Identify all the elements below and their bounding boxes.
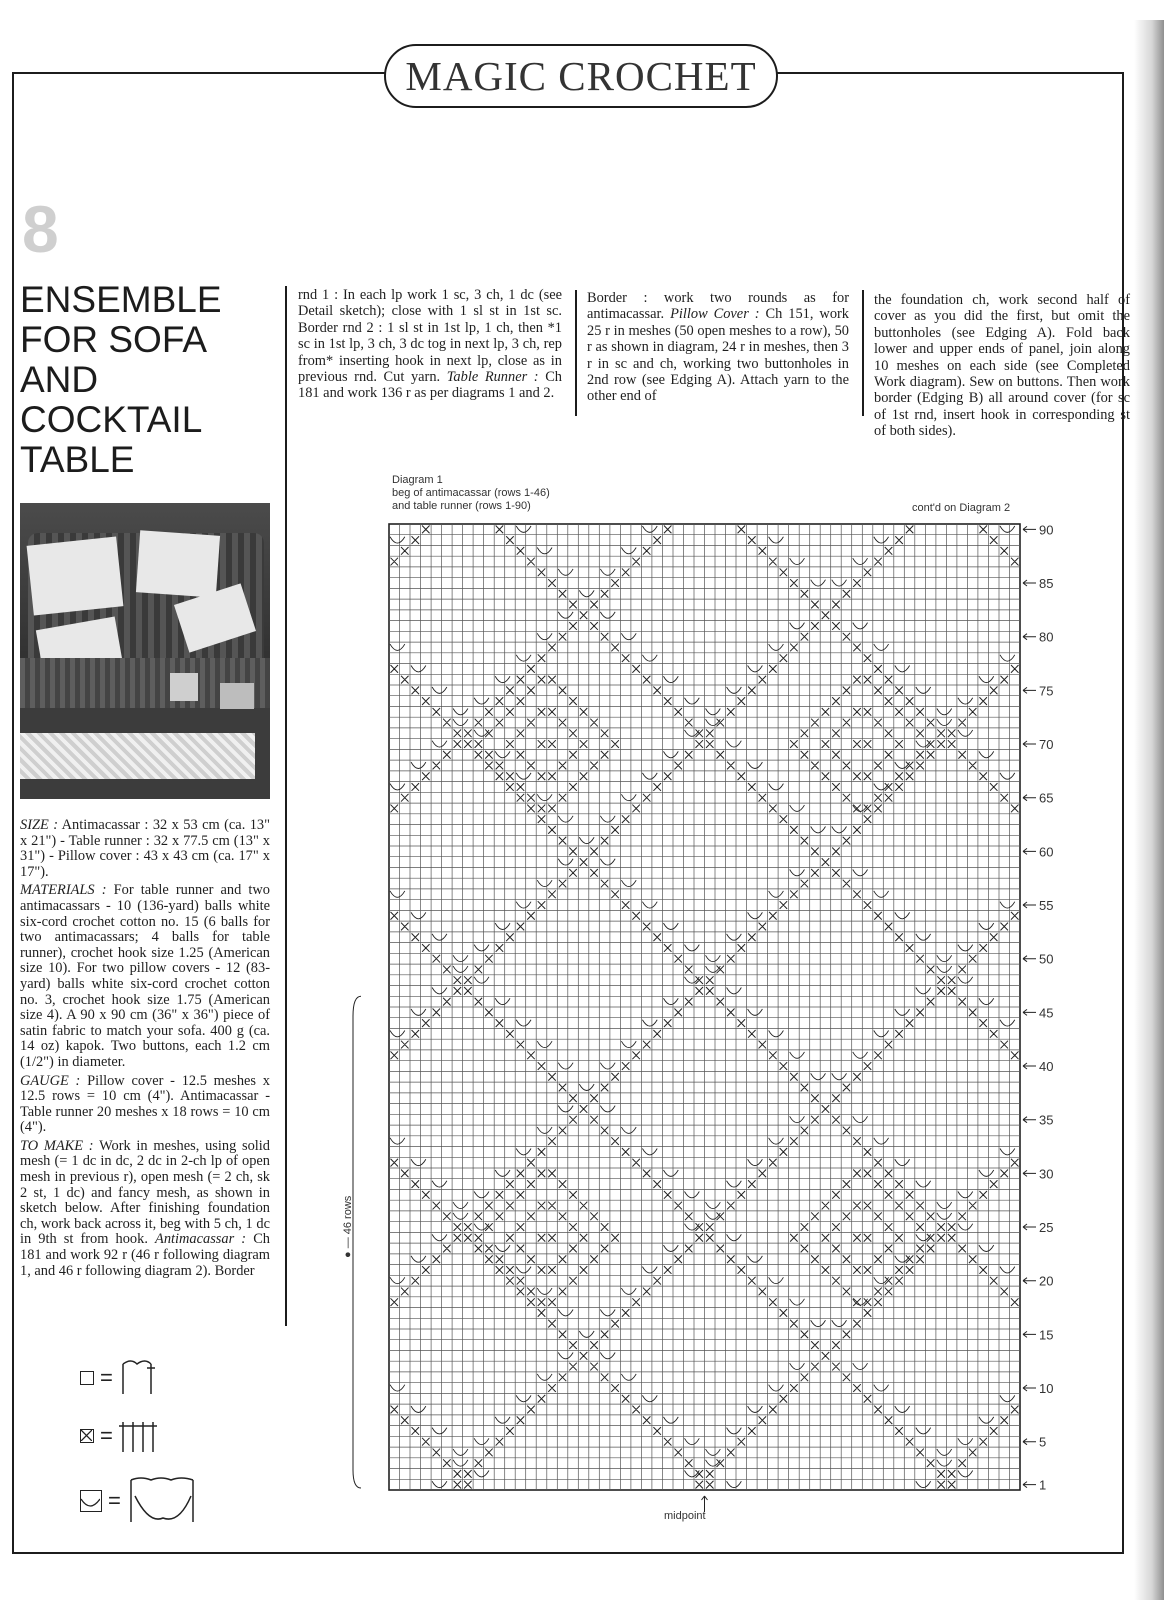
table-runner-label: Table Runner : xyxy=(446,369,539,386)
row-tick-arrow xyxy=(1023,1385,1036,1391)
row-tick-label: 80 xyxy=(1039,629,1054,645)
row-tick-arrow xyxy=(1023,634,1036,640)
row-tick-arrow xyxy=(1023,1224,1036,1230)
row-tick-arrow xyxy=(1023,1482,1036,1488)
gauge-label: GAUGE : xyxy=(20,1072,81,1089)
border-instructions: rnd 1 : In each lp work 1 sc, 3 ch, 1 dc (see Detail sketch); close with 1 sl st in 1st sc. Border rnd 2 : 1 sl st in 1st lp, 1 ch, then *1 sc in 1st lp, 3 ch, 3 dc tog in next lp, 3 ch, rep from* inserting hook in next lp, close as in previous rnd. Cut yarn. xyxy=(298,287,562,386)
row-tick-label: 40 xyxy=(1039,1059,1054,1075)
materials-body: For table runner and two antimacassars - 10 (136-yard) balls white six-cord crochet cotton no. 15 (6 balls for two antimacassars; 4 balls for table runner), crochet hook size 1.25 (American size 10). For two pillow covers - 12 (83-yard) balls white six-cord crochet cotton no. 3, crochet hook size 1.75 (American size 4). A 90 x 90 cm (36" x 36") piece of satin fabric to match your sofa. 400 g (ca. 14 oz) kapok. Two buttons, each 1.2 cm (1/2") in diameter. xyxy=(20,882,270,1070)
diagram-subtitle: beg of antimacassar (rows 1-46) xyxy=(392,487,550,499)
to-make-label: TO MAKE : xyxy=(20,1137,94,1154)
to-make-text: Work in meshes, using solid mesh (= 1 dc in dc, 2 dc in 2-ch lp of open mesh in previous r), open mesh (= 2 ch, sk 2 st, 1 dc) and fancy mesh, as shown in sketch below. After finishing foundation ch, work back across it, beg with 5 ch, 1 dc in 9th st from hook. xyxy=(20,1137,270,1248)
row-tick-label: 60 xyxy=(1039,844,1054,860)
row-tick-arrow xyxy=(1023,1170,1036,1176)
row-tick-label: 55 xyxy=(1039,898,1054,914)
row-tick-arrow xyxy=(1023,902,1036,908)
continued-note: cont'd on Diagram 2 xyxy=(912,502,1011,514)
section-title-line: AND xyxy=(20,359,99,400)
row-tick-arrow xyxy=(1023,687,1036,693)
midpoint-label: midpoint xyxy=(664,1510,706,1522)
chart-gridlines xyxy=(389,524,1020,1490)
row-tick-label: 25 xyxy=(1039,1220,1054,1236)
section-title-line: ENSEMBLE xyxy=(20,279,222,320)
row-tick-label: 30 xyxy=(1039,1166,1054,1182)
diagram-title: Diagram 1 xyxy=(392,474,443,486)
section-title-line: COCKTAIL xyxy=(20,399,203,440)
rows-count: 46 rows xyxy=(342,1195,354,1235)
legend-open-mesh: = xyxy=(80,1358,163,1398)
border-rounds-text: Border : work two rounds as for antimacassar. xyxy=(587,290,849,323)
section-title-line: FOR SOFA xyxy=(20,319,208,360)
row-tick-arrow xyxy=(1023,956,1036,962)
midpoint-arrow xyxy=(702,1496,708,1512)
antimacassar-text: Ch 181 and work 92 r (46 r following diagram 1, and 46 r following diagram 2). Border xyxy=(20,1231,270,1279)
row-tick-arrow xyxy=(1023,526,1036,532)
row-tick-label: 65 xyxy=(1039,790,1054,806)
section-title-line: TABLE xyxy=(20,439,135,480)
row-tick-label: 35 xyxy=(1039,1112,1054,1128)
row-tick-label: 20 xyxy=(1039,1273,1054,1289)
gauge-text: Pillow cover - 12.5 meshes x 12.5 rows = 10 cm (4"). Antimacassar - Table runner 20 meshes x 18 rows = 10 cm (4"). xyxy=(20,1072,270,1136)
row-tick-arrow xyxy=(1023,795,1036,801)
row-tick-label: 70 xyxy=(1039,737,1054,753)
pillow-cover-label: Pillow Cover : xyxy=(670,306,760,323)
rows-label: ● — 46 rows xyxy=(342,1195,354,1258)
size-text: Antimacassar : 32 x 53 cm (ca. 13" x 21") - Table runner : 32 x 77.5 cm (13" x 31") - Pillow cover : 43 x 43 cm (ca. 17" x 17"). xyxy=(20,817,270,880)
row-tick-arrow xyxy=(1023,1009,1036,1015)
row-tick-label: 15 xyxy=(1039,1327,1054,1343)
table-runner-text: Ch 181 and work 136 r as per diagrams 1 and 2. xyxy=(298,369,562,402)
row-tick-arrow xyxy=(1023,1117,1036,1123)
legend-solid-mesh: = xyxy=(80,1416,163,1456)
magazine-title: MAGIC CROCHET xyxy=(405,53,757,99)
row-tick-label: 5 xyxy=(1039,1434,1047,1450)
pillow-cover-text: Ch 151, work 25 r in meshes (50 open meshes to a row), 50 r as shown in diagram, 24 r in meshes, then 3 r in sc and ch, working two buttonholes in 2nd row (see Edging A). Attach yarn to the other end of xyxy=(587,306,849,405)
size-label: SIZE : xyxy=(20,817,59,833)
row-tick-arrow xyxy=(1023,848,1036,854)
section-number: 8 xyxy=(22,192,59,266)
row-tick-arrow xyxy=(1023,1439,1036,1445)
antimacassar-label: Antimacassar : xyxy=(155,1231,247,1248)
row-tick-label: 75 xyxy=(1039,683,1054,699)
row-tick-arrow xyxy=(1023,741,1036,747)
row-tick-arrow xyxy=(1023,1331,1036,1337)
row-tick-label: 50 xyxy=(1039,951,1054,967)
rows-brace xyxy=(353,996,361,1488)
diagram-subtitle: and table runner (rows 1-90) xyxy=(392,500,531,512)
row-tick-label: 45 xyxy=(1039,1005,1054,1021)
row-tick-label: 90 xyxy=(1039,522,1054,538)
row-tick-label: 85 xyxy=(1039,576,1054,592)
materials-label: MATERIALS : xyxy=(20,882,107,899)
legend-fancy-mesh: = xyxy=(80,1476,197,1526)
pillow-cover-continued: the foundation ch, work second half of cover as you did the first, but omit the buttonholes (see Edging A). Fold back lower and upper ends of panel, join along 10 meshes on each side (see Completed Work diagram). Sew on buttons. Then work border (Edging B) all around cover (for sc of 1st rnd, insert hook in corresponding st of both sides). xyxy=(874,292,1130,440)
row-tick-arrow xyxy=(1023,1063,1036,1069)
row-tick-arrow xyxy=(1023,1278,1036,1284)
row-tick-label: 1 xyxy=(1039,1477,1047,1493)
row-tick-label: 10 xyxy=(1039,1381,1054,1397)
row-tick-arrow xyxy=(1023,580,1036,586)
